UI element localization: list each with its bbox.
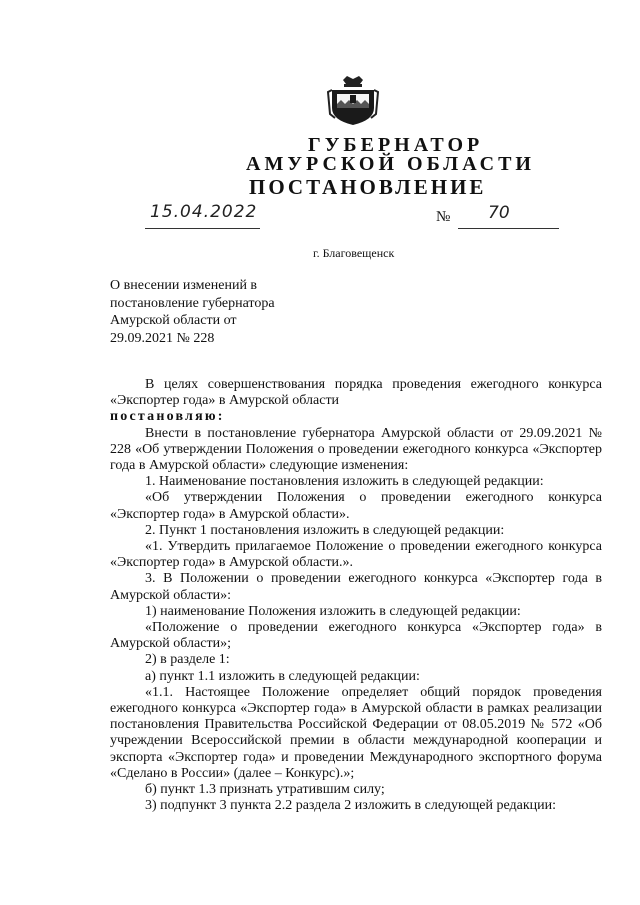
paragraph: 3. В Положении о проведении ежегодного конкурса «Экспортер года в Амурской области»:: [110, 571, 602, 603]
paragraph: «1. Утвердить прилагаемое Положение о проведении ежегодного конкурса «Экспортер года» в Амурской области.».: [110, 539, 602, 571]
paragraph: 1) наименование Положения изложить в следующей редакции:: [145, 603, 521, 619]
paragraph: Внести в постановление губернатора Амурской области от 29.09.2021 № 228 «Об утверждении Положения о проведении ежегодного конкурса «Экспортер года в Амурской области» следующие изменения:: [110, 425, 602, 474]
paragraph: 1. Наименование постановления изложить в следующей редакции:: [145, 474, 544, 490]
decree-word: постановляю:: [110, 409, 225, 425]
handwritten-date: 15.04.2022: [150, 202, 258, 222]
document-body: [110, 377, 602, 814]
document-type: ПОСТАНОВЛЕНИЕ: [249, 175, 487, 199]
subject-line: 29.09.2021 № 228: [110, 330, 215, 346]
subject-block: [110, 277, 350, 347]
handwritten-number: 70: [488, 203, 510, 223]
city: г. Благовещенск: [313, 246, 395, 260]
paragraph: 3) подпункт 3 пункта 2.2 раздела 2 изложить в следующей редакции:: [145, 798, 556, 814]
paragraph: «Положение о проведении ежегодного конкурса «Экспортер года» в Амурской области»;: [110, 620, 602, 652]
subject-line: Амурской области от: [110, 313, 237, 328]
paragraph: 2. Пункт 1 постановления изложить в следующей редакции:: [145, 522, 505, 538]
paragraph: «Об утверждении Положения о проведении ежегодного конкурса «Экспортер года» в Амурской области».: [110, 490, 602, 522]
date-underline: [145, 228, 260, 229]
header-region: АМУРСКОЙ ОБЛАСТИ: [246, 153, 535, 175]
preamble: В целях совершенствования порядка проведения ежегодного конкурса «Экспортер года» в Амурской области: [110, 377, 602, 409]
paragraph: «1.1. Настоящее Положение определяет общий порядок проведения ежегодного конкурса «Экспортер года» в Амурской области в рамках реализации постановления Правительства Российской Федерации от 08.05.2019 № 572 «Об учреждении Всероссийской премии в области международной кооперации и экспорта «Экспортер года» и проведении Международного экспортного форума «Сделано в России» (далее – Конкурс).»;: [110, 684, 602, 781]
paragraph: а) пункт 1.1 изложить в следующей редакции:: [145, 668, 420, 684]
paragraph: б) пункт 1.3 признать утратившим силу;: [145, 782, 385, 798]
subject-line: постановление губернатора: [110, 295, 275, 311]
number-underline: [458, 228, 559, 229]
coat-of-arms-icon: [327, 74, 379, 126]
subject-line: О внесении изменений в: [110, 278, 258, 293]
number-label: №: [436, 209, 451, 225]
header-title: ГУБЕРНАТОР: [308, 134, 484, 156]
paragraph: 2) в разделе 1:: [145, 652, 230, 668]
